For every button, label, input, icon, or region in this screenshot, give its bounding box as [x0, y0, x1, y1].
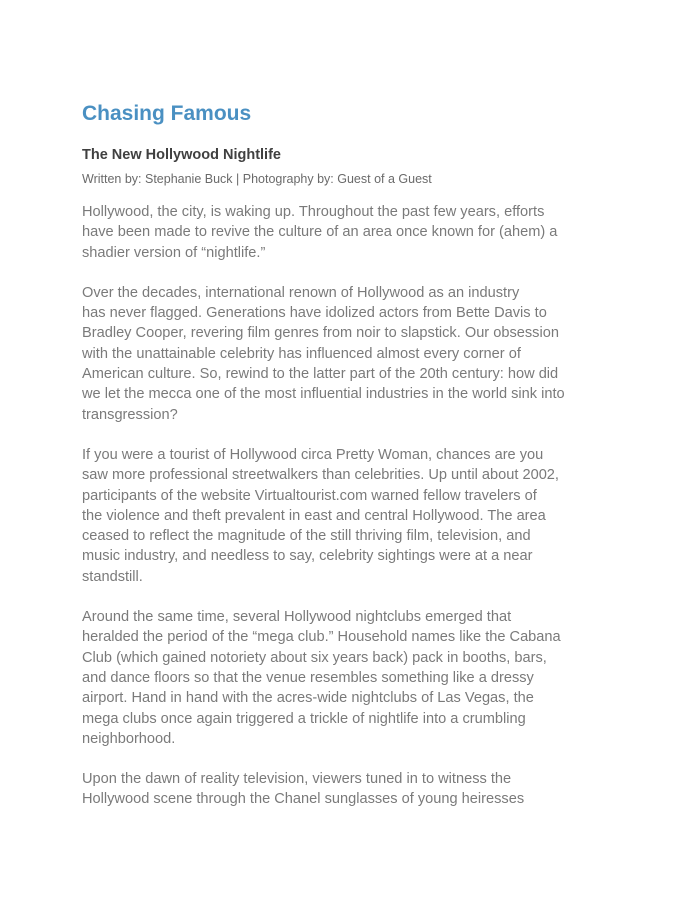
paragraph-line: Over the decades, international renown of Hollywood as an industry	[82, 284, 520, 301]
paragraph-line: shadier version of “nightlife.”	[82, 244, 266, 261]
paragraph-line: transgression?	[82, 406, 178, 423]
paragraph-line: Club (which gained notoriety about six years back) pack in booths, bars,	[82, 649, 547, 666]
paragraph-line: Hollywood, the city, is waking up. Throughout the past few years, efforts	[82, 204, 545, 220]
article-title: Chasing Famous	[82, 102, 252, 125]
paragraph-line: American culture. So, rewind to the latter part of the 20th century: how did	[82, 366, 559, 383]
paragraph-line: airport. Hand in hand with the acres-wide nightclubs of Las Vegas, the	[82, 690, 534, 707]
paragraph-line: has never flagged. Generations have idolized actors from Bette Davis to	[82, 305, 547, 322]
paragraph-line: we let the mecca one of the most influential industries in the world sink into	[82, 386, 565, 403]
document-page	[82, 100, 622, 830]
paragraph-line: Around the same time, several Hollywood nightclubs emerged that	[82, 609, 512, 626]
paragraph-line: Hollywood scene through the Chanel sunglasses of young heiresses	[82, 791, 525, 808]
paragraph-5	[82, 769, 622, 810]
paragraph-4	[82, 607, 622, 749]
paragraph-3	[82, 445, 622, 587]
article-body	[82, 202, 622, 810]
paragraph-line: with the unattainable celebrity has influenced almost every corner of	[82, 345, 521, 362]
paragraph-line: saw more professional streetwalkers than celebrities. Up until about 2002,	[82, 467, 559, 484]
paragraph-line: music industry, and needless to say, celebrity sightings were at a near	[82, 548, 533, 565]
paragraph-line: If you were a tourist of Hollywood circa Pretty Woman, chances are you	[82, 446, 544, 463]
paragraph-line: have been made to revive the culture of an area once known for (ahem) a	[82, 224, 558, 241]
paragraph-line: standstill.	[82, 568, 143, 585]
paragraph-line: the violence and theft prevalent in east and central Hollywood. The area	[82, 507, 546, 524]
paragraph-line: participants of the website Virtualtourist.com warned fellow travelers of	[82, 487, 537, 504]
article-byline: Written by: Stephanie Buck | Photography by: Guest of a Guest	[82, 172, 432, 186]
paragraph-line: neighborhood.	[82, 730, 176, 747]
article-subtitle: The New Hollywood Nightlife	[82, 147, 281, 163]
paragraph-line: and dance floors so that the venue resembles something like a dressy	[82, 669, 534, 686]
paragraph-line: Upon the dawn of reality television, viewers tuned in to witness the	[82, 771, 512, 788]
paragraph-line: mega clubs once again triggered a trickle of nightlife into a crumbling	[82, 710, 526, 727]
paragraph-line: heralded the period of the “mega club.” Household names like the Cabana	[82, 629, 561, 646]
paragraph-2	[82, 283, 622, 425]
paragraph-1	[82, 202, 622, 263]
paragraph-line: Bradley Cooper, revering film genres from noir to slapstick. Our obsession	[82, 325, 559, 342]
paragraph-line: ceased to reflect the magnitude of the still thriving film, television, and	[82, 528, 531, 545]
